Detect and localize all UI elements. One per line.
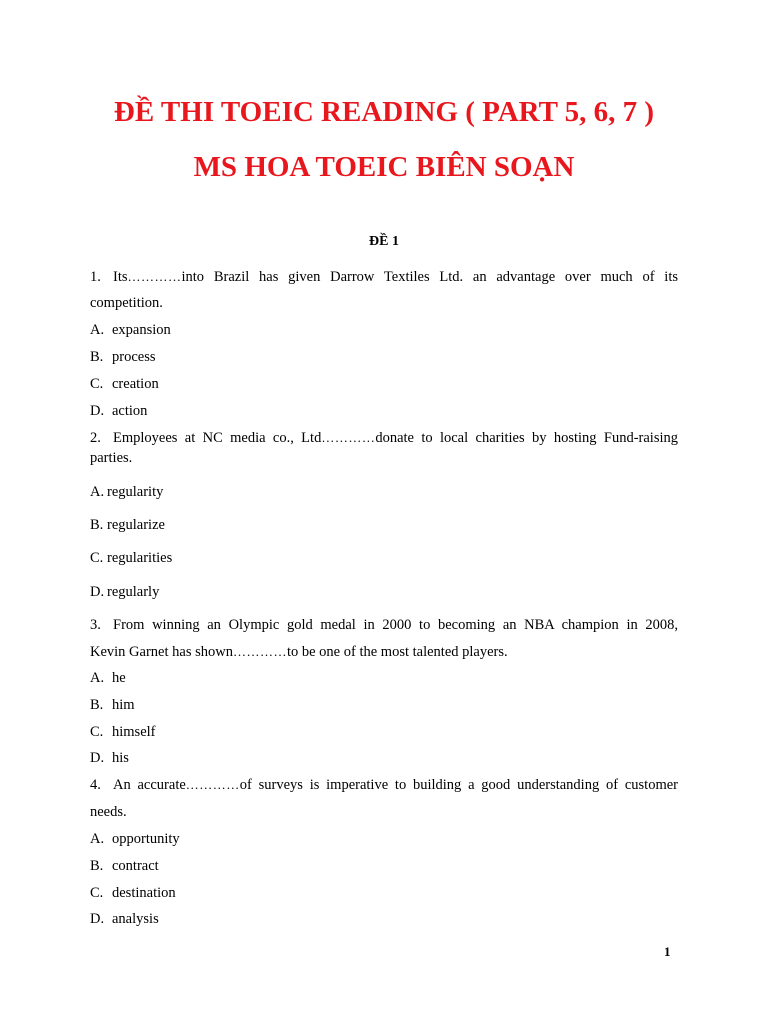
question-text: Kevin Garnet has shown [90,644,233,660]
option-text: analysis [112,911,159,927]
option-a [90,669,678,687]
option-c [90,723,678,741]
option-text: himself [112,724,156,740]
question-2-stem-continued: parties. [90,450,133,466]
option-letter: A. [90,322,105,338]
question-text: Its [113,269,128,285]
option-c [90,884,678,902]
question-1-stem-continued: competition. [90,295,163,311]
option-letter: B. [90,858,104,874]
question-number: 4. [90,777,101,793]
option-text: opportunity [112,831,180,847]
question-text: An accurate [113,777,186,793]
option-text: him [112,697,135,713]
option-letter: B. [90,697,104,713]
option-c [90,375,678,393]
exam-author-line: MS HOA TOEIC BIÊN SOẠN [193,151,575,183]
question-text: Employees at NC media co., Ltd [113,430,322,446]
question-text: into Brazil has given Darrow Textiles Ltd. an advantage over much of its [181,269,678,285]
option-a [90,830,678,848]
question-4-stem-continued: needs. [90,804,127,820]
question-3-stem [90,616,678,634]
option-a [90,483,678,501]
option-text: regularity [107,484,164,500]
question-text: of surveys is imperative to building a good understanding of customer [239,777,678,793]
option-letter: C. [90,550,104,566]
option-d [90,910,678,928]
option-letter: D. [90,750,105,766]
option-letter: D. [90,403,105,419]
question-text: donate to local charities by hosting Fund-raising [375,430,678,446]
option-text: contract [112,858,159,874]
option-c [90,549,678,567]
question-number: 1. [90,269,101,285]
option-letter: D. [90,911,105,927]
option-b [90,516,678,534]
option-letter: B. [90,349,104,365]
option-letter: D. [90,584,105,600]
option-text: creation [112,376,159,392]
option-text: expansion [112,322,171,338]
question-text: to be one of the most talented players. [286,644,508,660]
question-number: 2. [90,430,101,446]
question-1-stem [90,268,678,286]
question-number: 3. [90,617,101,633]
option-letter: C. [90,724,104,740]
answer-blank: ………… [185,777,240,792]
option-letter: A. [90,831,105,847]
option-text: regularities [107,550,173,566]
option-letter: A. [90,484,105,500]
option-b [90,348,678,366]
question-text: From winning an Olympic gold medal in 2000 to becoming an NBA champion in 2008, [113,617,678,633]
option-d [90,402,678,420]
question-3-stem-continued [90,643,678,661]
option-letter: B. [90,517,104,533]
section-heading: ĐỀ 1 [369,234,399,249]
page-number: 1 [664,944,671,959]
option-text: regularize [107,517,165,533]
option-b [90,696,678,714]
option-letter: C. [90,376,104,392]
question-4-stem [90,776,678,794]
option-letter: A. [90,670,105,686]
option-d [90,749,678,767]
option-text: he [112,670,126,686]
option-letter: C. [90,885,104,901]
option-d [90,583,678,601]
option-text: action [112,403,148,419]
option-text: his [112,750,129,766]
option-text: process [112,349,156,365]
answer-blank: ………… [321,430,376,445]
exam-title: ĐỀ THI TOEIC READING ( PART 5, 6, 7 ) [113,96,655,128]
option-b [90,857,678,875]
option-text: destination [112,885,176,901]
answer-blank: ………… [232,644,287,659]
option-text: regularly [107,584,160,600]
answer-blank: ………… [127,269,182,284]
option-a [90,321,678,339]
question-2-stem [90,429,678,447]
